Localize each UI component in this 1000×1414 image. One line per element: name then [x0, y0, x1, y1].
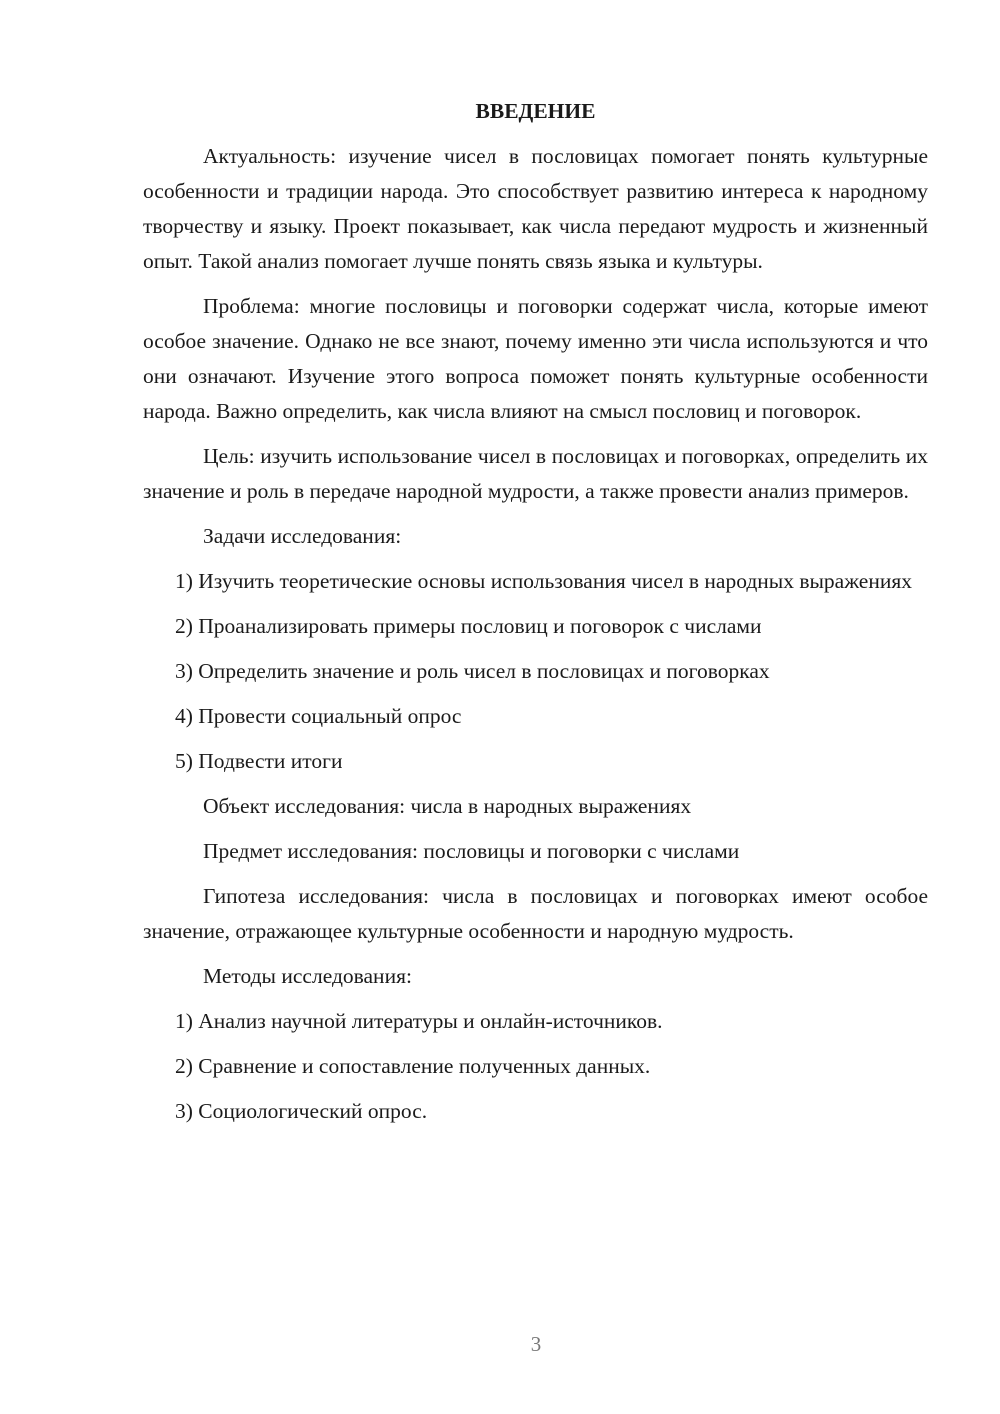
object-paragraph: Объект исследования: числа в народных выражениях — [203, 794, 692, 818]
relevance-paragraph: Актуальность: изучение чисел в пословицах помогает понять культурные особенности и традиции народа. Это способствует развитию интереса к народному творчеству и языку. Проект показывает, как числа передают мудрость и жизненный опыт. Такой анализ помогает лучше понять связь языка и культуры. — [143, 144, 928, 273]
task-item-5: 5) Подвести итоги — [175, 749, 343, 773]
problem-paragraph: Проблема: многие пословицы и поговорки содержат числа, которые имеют особое значение. Однако не все знают, почему именно эти числа используются и что они означают. Изучение этого вопроса поможет понять культурные особенности народа. Важно определить, как числа влияют на смысл пословиц и поговорок. — [143, 294, 928, 423]
page-number: 3 — [530, 1332, 542, 1356]
method-item-1: 1) Анализ научной литературы и онлайн-источников. — [175, 1009, 663, 1033]
methods-title: Методы исследования: — [203, 964, 412, 988]
task-item-3: 3) Определить значение и роль чисел в пословицах и поговорках — [175, 659, 770, 683]
hypothesis-paragraph: Гипотеза исследования: числа в пословицах и поговорках имеют особое значение, отражающее культурные особенности и народную мудрость. — [143, 884, 928, 943]
subject-paragraph: Предмет исследования: пословицы и поговорки с числами — [203, 839, 740, 863]
task-item-1: 1) Изучить теоретические основы использования чисел в народных выражениях — [175, 569, 912, 593]
page-content — [143, 95, 928, 1139]
goal-paragraph: Цель: изучить использование чисел в пословицах и поговорках, определить их значение и роль в передаче народной мудрости, а также провести анализ примеров. — [143, 444, 928, 503]
method-item-2: 2) Сравнение и сопоставление полученных данных. — [175, 1054, 651, 1078]
task-item-2: 2) Проанализировать примеры пословиц и поговорок с числами — [175, 614, 762, 638]
method-item-3: 3) Социологический опрос. — [175, 1099, 428, 1123]
task-item-4: 4) Провести социальный опрос — [175, 704, 462, 728]
page-title: ВВЕДЕНИЕ — [475, 99, 596, 123]
tasks-title: Задачи исследования: — [203, 524, 402, 548]
